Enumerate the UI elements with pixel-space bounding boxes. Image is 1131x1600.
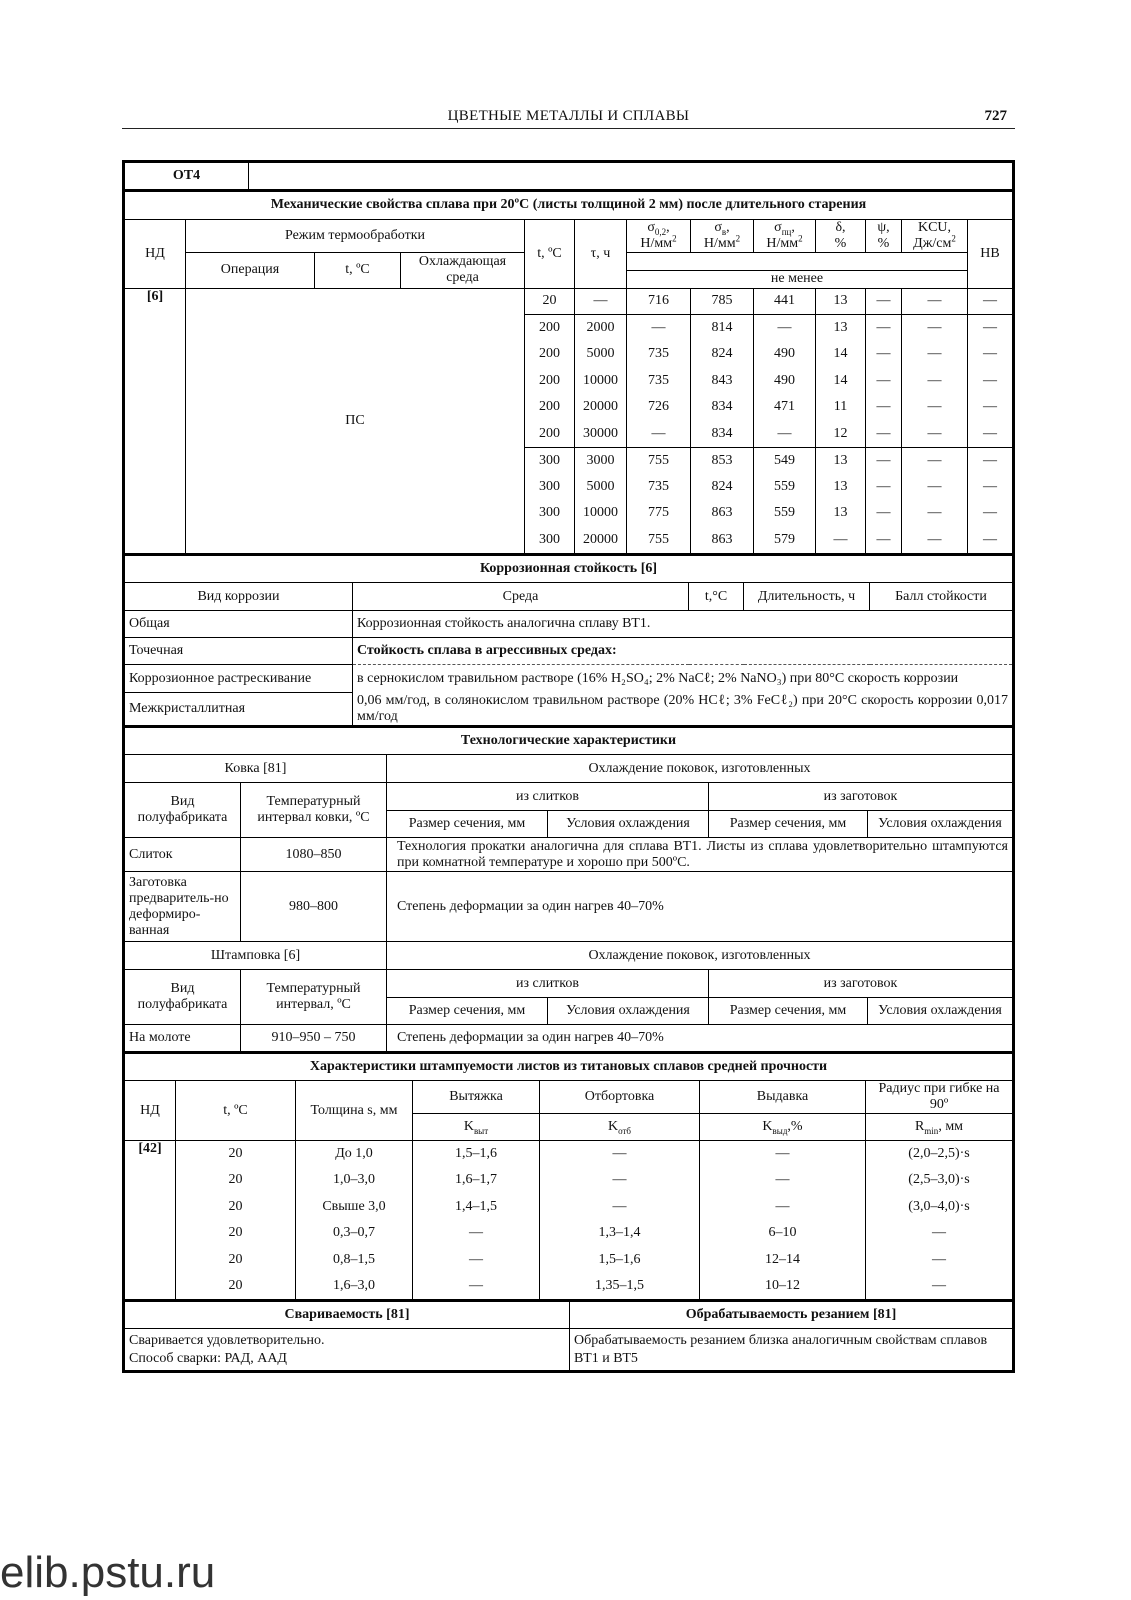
mech-cell: 471 bbox=[754, 394, 816, 421]
corr-type-3: Межкристаллитная bbox=[125, 693, 353, 726]
mech-cell: — bbox=[968, 474, 1013, 501]
mech-cell: — bbox=[866, 527, 902, 554]
stamp-row bbox=[125, 1247, 1013, 1274]
mech-cell: 20 bbox=[525, 288, 575, 315]
corrosion-table bbox=[124, 554, 1013, 726]
stamping-cool-2: Условия охлаждения bbox=[868, 998, 1013, 1025]
stamp-col-t: t, ºС bbox=[176, 1081, 296, 1141]
page-number: 727 bbox=[984, 108, 1007, 124]
mech-cell: — bbox=[968, 527, 1013, 554]
col-test-t: t, ºС bbox=[525, 219, 575, 288]
col-mode-t: t, ºС bbox=[315, 252, 401, 288]
mech-cell: 559 bbox=[754, 474, 816, 501]
mech-cell: 200 bbox=[525, 421, 575, 448]
stamp-cell: 20 bbox=[176, 1141, 296, 1168]
stamping-range: Температурный интервал, ºС bbox=[241, 970, 387, 1025]
stamp-cell: 0,8–1,5 bbox=[296, 1247, 413, 1274]
mech-cell: — bbox=[968, 447, 1013, 474]
mech-cell: — bbox=[866, 394, 902, 421]
mech-cell: 834 bbox=[691, 421, 754, 448]
mech-cell: 200 bbox=[525, 368, 575, 395]
stamp-cell: 1,4–1,5 bbox=[413, 1194, 540, 1221]
forging-semi: Вид полуфабриката bbox=[125, 783, 241, 838]
mech-cell: — bbox=[902, 341, 968, 368]
col-spc: $\sigma_{пц}$, $Н/мм^2$ bbox=[754, 219, 816, 252]
mech-cell: 11 bbox=[816, 394, 866, 421]
mech-cell: 300 bbox=[525, 500, 575, 527]
stamp-cell: 1,3–1,4 bbox=[540, 1220, 700, 1247]
mech-cell: 735 bbox=[627, 474, 691, 501]
mech-cell: — bbox=[902, 474, 968, 501]
mech-cell: — bbox=[968, 394, 1013, 421]
mech-cell: — bbox=[866, 368, 902, 395]
stamping-section-2: Размер сечения, мм bbox=[709, 998, 868, 1025]
mech-cell: — bbox=[816, 527, 866, 554]
blank-range: 980–800 bbox=[241, 872, 387, 942]
mech-cell: 10000 bbox=[575, 500, 627, 527]
mech-cell: 300 bbox=[525, 474, 575, 501]
mech-cell: 300 bbox=[525, 447, 575, 474]
mech-cell: 824 bbox=[691, 341, 754, 368]
stamp-col-draw: Вытяжка bbox=[413, 1081, 540, 1114]
ingot-range: 1080–850 bbox=[241, 838, 387, 872]
mech-cell: — bbox=[754, 315, 816, 342]
not-less-note: не менее bbox=[627, 270, 968, 288]
forging-section-1: Размер сечения, мм bbox=[387, 811, 548, 838]
stamp-cell: — bbox=[413, 1220, 540, 1247]
forging-cool-1: Условия охлаждения bbox=[548, 811, 709, 838]
blank-label: Заготовка предваритель-но деформиро-ванная bbox=[125, 872, 241, 942]
mech-cell: 200 bbox=[525, 341, 575, 368]
mech-cell: 490 bbox=[754, 368, 816, 395]
stamping-semi: Вид полуфабриката bbox=[125, 970, 241, 1025]
col-psi: ψ, % bbox=[866, 219, 902, 252]
forging-from-ingots: из слитков bbox=[387, 783, 709, 811]
mech-cell: — bbox=[902, 315, 968, 342]
corr-type-0: Общая bbox=[125, 611, 353, 638]
stamp-r-min: $R_{min}$, мм bbox=[866, 1114, 1013, 1141]
mech-cell: 13 bbox=[816, 500, 866, 527]
mech-cell: 3000 bbox=[575, 447, 627, 474]
stamp-cell: — bbox=[700, 1167, 866, 1194]
stamp-cell: 1,35–1,5 bbox=[540, 1273, 700, 1300]
mech-cell: 863 bbox=[691, 500, 754, 527]
machining-text: Обрабатываемость резанием близка аналогичным свойствам сплавов ВТ1 и ВТ5 bbox=[570, 1329, 1013, 1371]
tech-table bbox=[124, 726, 1013, 1053]
stamping-cooling: Охлаждение поковок, изготовленных bbox=[387, 942, 1013, 970]
stamp-cell: (2,5–3,0)·s bbox=[866, 1167, 1013, 1194]
mech-cell: 13 bbox=[816, 288, 866, 315]
mech-table bbox=[124, 190, 1013, 554]
stamp-cell: 12–14 bbox=[700, 1247, 866, 1274]
col-corr-dur: Длительность, ч bbox=[744, 583, 870, 611]
mech-cell: — bbox=[968, 500, 1013, 527]
col-delta: δ, % bbox=[816, 219, 866, 252]
stamp-cell: — bbox=[866, 1273, 1013, 1300]
stamp-row bbox=[125, 1194, 1013, 1221]
mech-cell: 785 bbox=[691, 288, 754, 315]
col-tau: τ, ч bbox=[575, 219, 627, 288]
stamp-cell: 20 bbox=[176, 1167, 296, 1194]
col-corr-env: Среда bbox=[353, 583, 689, 611]
mech-row bbox=[125, 288, 1013, 315]
corr-type-2: Коррозионное растрескивание bbox=[125, 665, 353, 693]
weld-title: Свариваемость [81] bbox=[125, 1301, 570, 1329]
hammer-label: На молоте bbox=[125, 1025, 241, 1052]
stamp-cell: — bbox=[700, 1141, 866, 1168]
mech-cell: 13 bbox=[816, 474, 866, 501]
mech-cell: — bbox=[866, 500, 902, 527]
mech-cell: — bbox=[968, 368, 1013, 395]
stamp-cell: 20 bbox=[176, 1220, 296, 1247]
stamp-cell: — bbox=[866, 1220, 1013, 1247]
mech-cell: — bbox=[902, 368, 968, 395]
mech-cell: — bbox=[902, 527, 968, 554]
ingot-label: Слиток bbox=[125, 838, 241, 872]
watermark: elib.pstu.ru bbox=[0, 1548, 216, 1597]
stamp-col-nd: НД bbox=[125, 1081, 176, 1141]
mech-cell: 579 bbox=[754, 527, 816, 554]
col-hb: НВ bbox=[968, 219, 1013, 288]
mech-cell: — bbox=[627, 421, 691, 448]
mech-cell: 735 bbox=[627, 368, 691, 395]
mech-cell: — bbox=[902, 447, 968, 474]
mech-title: Механические свойства сплава при 20ºС (листы толщиной 2 мм) после длительного старения bbox=[125, 191, 1013, 219]
stamp-cell: — bbox=[413, 1273, 540, 1300]
stamp-k-bulge: $K_{выд},\%$ bbox=[700, 1114, 866, 1141]
mech-cell: 5000 bbox=[575, 474, 627, 501]
mech-cell: 14 bbox=[816, 341, 866, 368]
alloy-blank bbox=[249, 163, 1013, 190]
corr-aggressive-title: Стойкость сплава в агрессивных средах: bbox=[353, 638, 1013, 665]
mech-cell: — bbox=[866, 474, 902, 501]
mech-cell: — bbox=[968, 341, 1013, 368]
mech-cell: — bbox=[968, 288, 1013, 315]
stamping-from-ingots: из слитков bbox=[387, 970, 709, 998]
stamp-cell: — bbox=[700, 1194, 866, 1221]
corr-type-1: Точечная bbox=[125, 638, 353, 665]
mech-cell: 814 bbox=[691, 315, 754, 342]
stamp-row bbox=[125, 1141, 1013, 1168]
stamp-k-draw: $K_{выт}$ bbox=[413, 1114, 540, 1141]
mech-cell: 200 bbox=[525, 394, 575, 421]
stamp-cell: 1,5–1,6 bbox=[540, 1247, 700, 1274]
stamp-cell: 6–10 bbox=[700, 1220, 866, 1247]
stamp-row bbox=[125, 1167, 1013, 1194]
col-sv: $\sigma_в$, $Н/мм^2$ bbox=[691, 219, 754, 252]
weld-machining-table bbox=[124, 1300, 1013, 1371]
stamp-cell: 20 bbox=[176, 1247, 296, 1274]
mech-cell: 441 bbox=[754, 288, 816, 315]
stamp-col-radius: Радиус при гибке на 90º bbox=[866, 1081, 1013, 1114]
mech-cell: 559 bbox=[754, 500, 816, 527]
tech-title: Технологические характеристики bbox=[125, 727, 1013, 755]
col-corr-score: Балл стойкости bbox=[870, 583, 1013, 611]
mech-cell: 726 bbox=[627, 394, 691, 421]
stamping-cool-1: Условия охлаждения bbox=[548, 998, 709, 1025]
mech-cell: — bbox=[627, 315, 691, 342]
ingot-text: Технология прокатки аналогична для сплава ВТ1. Листы из сплава удовлетворительно штампуются при комнатной температуре и хорошо при 500ºС. bbox=[387, 838, 1013, 872]
stamp-cell: — bbox=[413, 1247, 540, 1274]
stamp-rows bbox=[125, 1141, 1013, 1300]
mech-cell: — bbox=[902, 500, 968, 527]
col-nd: НД bbox=[125, 219, 186, 288]
mech-cell: — bbox=[866, 315, 902, 342]
mech-cell: 13 bbox=[816, 447, 866, 474]
forging-from-blanks: из заготовок bbox=[709, 783, 1013, 811]
mech-cell: 824 bbox=[691, 474, 754, 501]
col-operation: Операция bbox=[186, 252, 315, 288]
stamp-table bbox=[124, 1052, 1013, 1300]
corr-general-text: Коррозионная стойкость аналогична сплаву ВТ1. bbox=[353, 611, 1013, 638]
stamp-cell: 1,6–3,0 bbox=[296, 1273, 413, 1300]
stamp-col-flange: Отбортовка bbox=[540, 1081, 700, 1114]
mech-cell: 853 bbox=[691, 447, 754, 474]
mech-cell: 843 bbox=[691, 368, 754, 395]
hammer-text: Степень деформации за один нагрев 40–70% bbox=[387, 1025, 1013, 1052]
mech-cell: — bbox=[902, 421, 968, 448]
mech-cell: 14 bbox=[816, 368, 866, 395]
mech-cell: 20000 bbox=[575, 527, 627, 554]
stamp-nd-ref: [42] bbox=[125, 1141, 176, 1300]
mech-cell: 735 bbox=[627, 341, 691, 368]
mech-cell: 863 bbox=[691, 527, 754, 554]
stamp-cell: 1,5–1,6 bbox=[413, 1141, 540, 1168]
col-corr-type: Вид коррозии bbox=[125, 583, 353, 611]
mech-cell: 13 bbox=[816, 315, 866, 342]
forging-label: Ковка [81] bbox=[125, 755, 387, 783]
mech-cell: — bbox=[866, 288, 902, 315]
stamp-cell: 1,6–1,7 bbox=[413, 1167, 540, 1194]
mech-cell: 549 bbox=[754, 447, 816, 474]
stamp-cell: 0,3–0,7 bbox=[296, 1220, 413, 1247]
col-s02: $\sigma_{0,2}$, $Н/мм^2$ bbox=[627, 219, 691, 252]
stamp-title: Характеристики штампуемости листов из титановых сплавов средней прочности bbox=[125, 1053, 1013, 1081]
mech-cell: — bbox=[902, 394, 968, 421]
stamp-cell: — bbox=[540, 1194, 700, 1221]
stamping-label: Штамповка [6] bbox=[125, 942, 387, 970]
hammer-range: 910–950 – 750 bbox=[241, 1025, 387, 1052]
corr-aggressive-text-1: в сернокислом травильном растворе (16% H₂SO₄; 2% NaCℓ; 2% NaNO₃) при 80°С скорость коррозии bbox=[353, 665, 1013, 693]
stamping-section-1: Размер сечения, мм bbox=[387, 998, 548, 1025]
mech-cell: 5000 bbox=[575, 341, 627, 368]
stamp-cell: (2,0–2,5)·s bbox=[866, 1141, 1013, 1168]
forging-range: Температурный интервал ковки, ºС bbox=[241, 783, 387, 838]
mech-cell: 755 bbox=[627, 527, 691, 554]
mech-cell: — bbox=[866, 341, 902, 368]
mech-cell: — bbox=[754, 421, 816, 448]
stamp-cell: 20 bbox=[176, 1273, 296, 1300]
mech-cell: — bbox=[968, 421, 1013, 448]
stamp-row bbox=[125, 1220, 1013, 1247]
corr-aggressive-text-2: 0,06 мм/год, в солянокислом травильном растворе (20% HCℓ; 3% FeCℓ₂) при 20°С скорость коррозии 0,017 мм/год bbox=[353, 693, 1013, 726]
alloy-name: ОТ4 bbox=[125, 163, 249, 190]
header-title: ЦВЕТНЫЕ МЕТАЛЛЫ И СПЛАВЫ bbox=[447, 108, 690, 124]
mech-cell: 775 bbox=[627, 500, 691, 527]
mech-cell: 490 bbox=[754, 341, 816, 368]
alloy-sheet bbox=[122, 160, 1015, 1373]
stamp-cell: (3,0–4,0)·s bbox=[866, 1194, 1013, 1221]
blank-text: Степень деформации за один нагрев 40–70% bbox=[387, 872, 1013, 942]
stamp-col-thick: Толщина s, мм bbox=[296, 1081, 413, 1141]
stamp-col-bulge: Выдавка bbox=[700, 1081, 866, 1114]
stamp-cell: Свыше 3,0 bbox=[296, 1194, 413, 1221]
stamp-row bbox=[125, 1273, 1013, 1300]
forging-cooling: Охлаждение поковок, изготовленных bbox=[387, 755, 1013, 783]
mech-cell: — bbox=[866, 421, 902, 448]
mech-cell: 834 bbox=[691, 394, 754, 421]
stamp-cell: До 1,0 bbox=[296, 1141, 413, 1168]
mech-cell: 2000 bbox=[575, 315, 627, 342]
mech-cell: 30000 bbox=[575, 421, 627, 448]
mech-cell: — bbox=[968, 315, 1013, 342]
col-corr-t: t,°С bbox=[689, 583, 744, 611]
mech-cell: 12 bbox=[816, 421, 866, 448]
mech-cell: 716 bbox=[627, 288, 691, 315]
running-header bbox=[122, 106, 1015, 129]
forging-cool-2: Условия охлаждения bbox=[868, 811, 1013, 838]
mech-cell: 300 bbox=[525, 527, 575, 554]
mech-cell: — bbox=[866, 447, 902, 474]
mech-cell: 755 bbox=[627, 447, 691, 474]
weld-text: Сваривается удовлетворительно. Способ сварки: РАД, ААД bbox=[125, 1329, 570, 1371]
mech-mode: ПС bbox=[186, 288, 525, 553]
stamp-cell: 1,0–3,0 bbox=[296, 1167, 413, 1194]
mech-cell: 20000 bbox=[575, 394, 627, 421]
alloy-title-table bbox=[124, 162, 1013, 190]
stamp-cell: — bbox=[540, 1141, 700, 1168]
stamp-cell: 10–12 bbox=[700, 1273, 866, 1300]
mech-cell: 10000 bbox=[575, 368, 627, 395]
mech-cell: — bbox=[575, 288, 627, 315]
stamp-cell: — bbox=[866, 1247, 1013, 1274]
col-cool: Охлаждающая среда bbox=[401, 252, 525, 288]
stamp-cell: 20 bbox=[176, 1194, 296, 1221]
col-mode: Режим термообработки bbox=[186, 219, 525, 252]
corrosion-title: Коррозионная стойкость [6] bbox=[125, 555, 1013, 583]
col-kcu: KCU, $Дж/см^2$ bbox=[902, 219, 968, 252]
mech-nd-ref: [6] bbox=[125, 288, 186, 553]
forging-section-2: Размер сечения, мм bbox=[709, 811, 868, 838]
stamping-from-blanks: из заготовок bbox=[709, 970, 1013, 998]
mech-cell: 200 bbox=[525, 315, 575, 342]
stamp-cell: — bbox=[540, 1167, 700, 1194]
stamp-k-flange: $K_{отб}$ bbox=[540, 1114, 700, 1141]
mech-rows bbox=[125, 288, 1013, 553]
mech-cell: — bbox=[902, 288, 968, 315]
machining-title: Обрабатываемость резанием [81] bbox=[570, 1301, 1013, 1329]
